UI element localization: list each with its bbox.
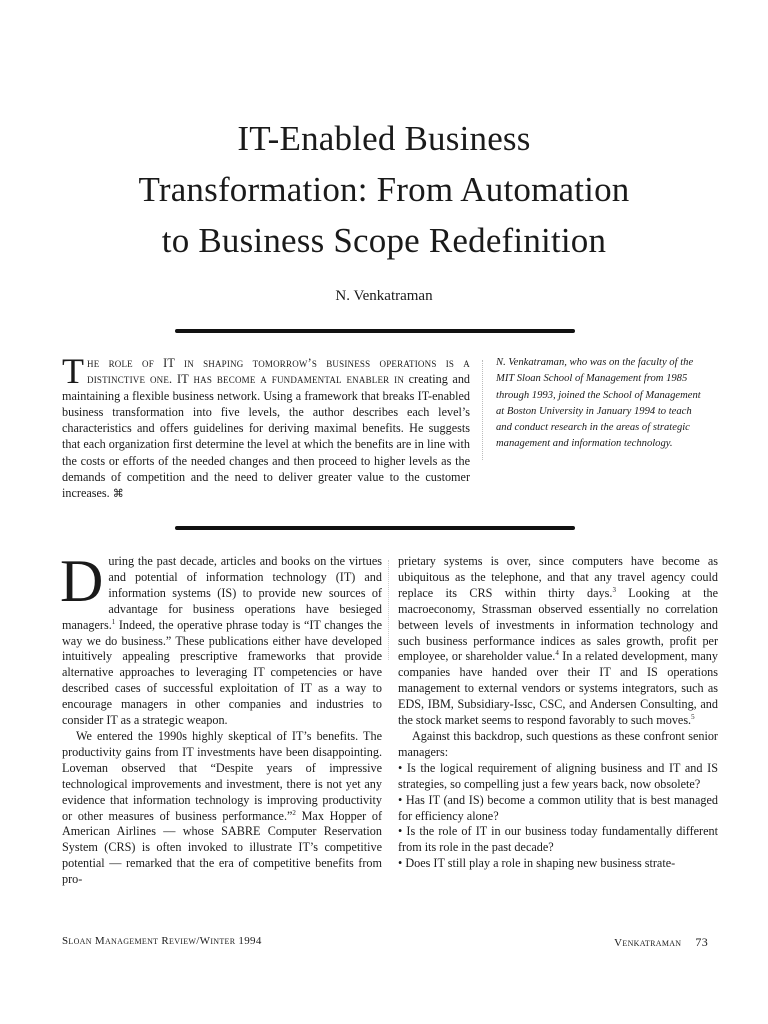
footer-right xyxy=(580,935,708,950)
abstract-lead: he role of IT in shaping tomorrow’s business operations is a distinctive one. IT has become a fundamental enabler in xyxy=(87,356,470,387)
column-divider xyxy=(388,560,390,660)
right-paragraph-1: prietary systems is over, since computers have become as ubiquitous as the telephone, and that any travel agency could replace its CRS within thirty days.$^3$ Looking at the macroeconomy, Strassman observed essentially no correlation between levels of investments in information technology and such business performance indices as sales growth, profit per employee, or shareholder value.$^4$ In a related development, many companies have handed over their IT and IS operations management to external vendors or systems integrators, such as EDS, IBM, Subsidiary-Issc, CSC, and Andersen Consulting, and the stock market seems to respond favorably to such moves.$^5$ xyxy=(398,554,719,728)
bullet-item: • Is the role of IT in our business today fundamentally different from its role in the past decade? xyxy=(398,824,718,855)
footer-journal: Sloan Management Review/Winter 1994 xyxy=(62,935,262,947)
left-column xyxy=(60,548,382,888)
title-line-2: Transformation: From Automation xyxy=(138,170,630,209)
abstract xyxy=(62,351,471,503)
title-line-1: IT-Enabled Business xyxy=(237,119,531,158)
body-drop-cap: D xyxy=(60,548,104,614)
abstract-drop-cap: T xyxy=(62,351,84,391)
left-paragraph-2: We entered the 1990s highly skeptical of IT’s benefits. The productivity gains from IT investments have been disappointing. Loveman observed that “Despite years of impressive technological improvements and investment, there is not yet any evidence that information technology is improving productivity or other measures of business performance.”$^2$ Max Hopper of American Airlines — whose SABRE Computer Reservation System (CRS) is often invoked to illustrate IT’s competitive potential — remarked that the era of competitive benefits from pro- xyxy=(62,728,382,887)
bullet-item: • Is the logical requirement of aligning business and IT and IS strategies, so compelling just a few years back, now obsolete? xyxy=(398,760,718,791)
bullet-item: • Does IT still play a role in shaping new business strate- xyxy=(398,856,676,871)
article-title xyxy=(60,113,708,266)
author-name: N. Venkatraman xyxy=(335,288,433,304)
author-bio: N. Venkatraman, who was on the faculty of the MIT Sloan School of Management from 1985 through 1993, joined the School of Management at Boston University in January 1994 to teach and conduct research in the areas of strategic management and information technology. xyxy=(496,357,701,450)
right-column xyxy=(398,554,718,872)
bottom-rule xyxy=(175,526,575,530)
left-paragraph-1: During the past decade, articles and books on the virtues and potential of information technology (IT) and information systems (IS) to provide new sources of advantage for business operations have besieged managers.$^1$ Indeed, the operative phrase today is “IT changes the way we do business.” These publications either have developed intuitively appealing prescriptive frameworks that provide alternative approaches to leveraging IT competencies or have described cases of successful exploitation of IT as a way to encourage managers in other companies and industries to consider IT as a strategic weapon. xyxy=(60,548,382,728)
abstract-divider xyxy=(482,360,484,460)
title-line-3: to Business Scope Redefinition xyxy=(161,221,607,260)
page-number: 73 xyxy=(695,935,708,949)
top-rule xyxy=(175,329,575,333)
end-mark-icon: ⌘ xyxy=(112,488,124,501)
bullet-item: • Has IT (and IS) become a common utility that is best managed for efficiency alone? xyxy=(398,792,718,823)
footer-author: Venkatraman xyxy=(614,937,682,949)
right-paragraph-2: Against this backdrop, such questions as these confront senior managers: xyxy=(398,728,718,759)
abstract-body: creating and maintaining a flexible business network. Using a framework that breaks IT-enabled business transformation into five levels, the author describes each level’s characteristics and offers guidelines for deriving maximal benefits. He suggests that each organization first determine the level at which the benefits are in line with the costs or efforts of the needed changes and then proceed to higher levels as the demands of competition and the need to deliver greater value to the customer increases. xyxy=(62,372,471,501)
